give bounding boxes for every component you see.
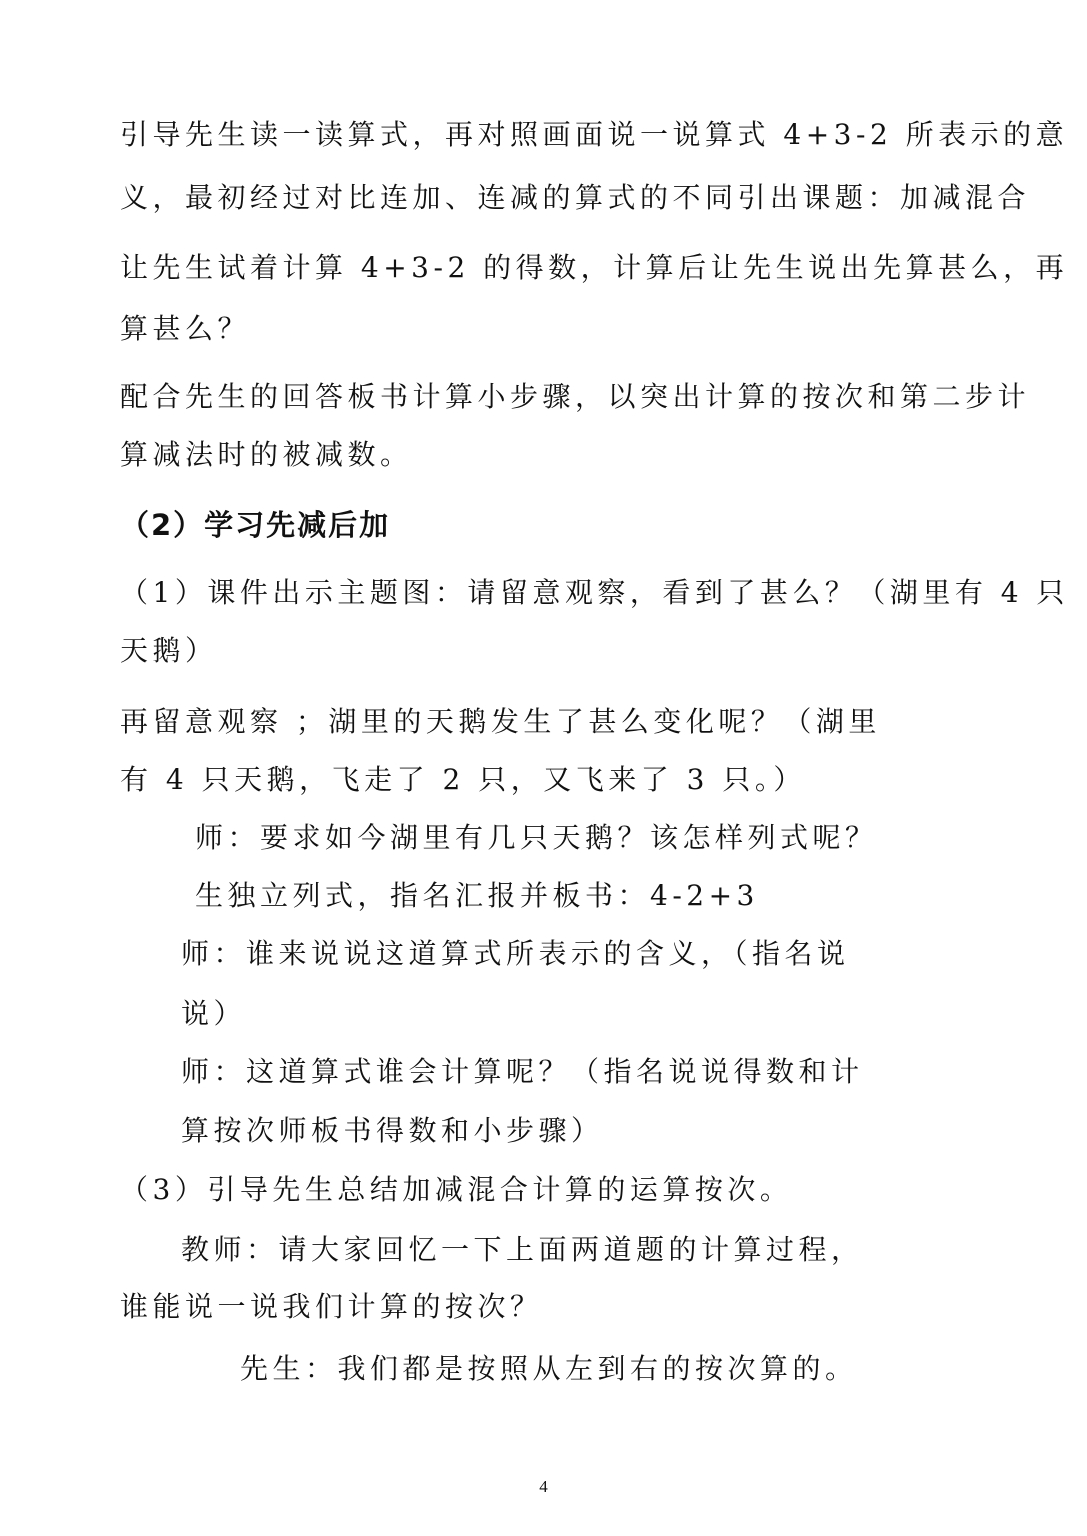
page-number: 4	[539, 1477, 548, 1496]
paragraph-line: （1）课件出示主题图：请留意观察，看到了甚么？（湖里有 4 只	[120, 576, 1069, 609]
paragraph-line: 引导先生读一读算式，再对照画面说一说算式 4+3-2 所表示的意	[120, 118, 1069, 151]
paragraph-line: 师：要求如今湖里有几只天鹅？该怎样列式呢？	[195, 821, 878, 854]
paragraph-line: 算甚么？	[120, 312, 251, 345]
paragraph-line: 再留意观察 ；湖里的天鹅发生了甚么变化呢？（湖里	[120, 705, 881, 738]
paragraph-line: 天鹅）	[120, 634, 218, 667]
paragraph-line: 谁能说一说我们计算的按次？	[120, 1290, 543, 1323]
paragraph-line: 先生：我们都是按照从左到右的按次算的。	[240, 1352, 858, 1385]
paragraph-line: 生独立列式，指名汇报并板书：4-2+3	[195, 879, 759, 912]
paragraph-line: 说）	[181, 997, 247, 1030]
paragraph-line: 配合先生的回答板书计算小步骤，以突出计算的按次和第二步计	[120, 380, 1031, 413]
paragraph-line: 教师：请大家回忆一下上面两道题的计算过程，	[181, 1233, 864, 1266]
section-heading: （2）学习先减后加	[120, 508, 391, 542]
paragraph-line: 师：谁来说说这道算式所表示的含义，（指名说	[181, 937, 850, 970]
paragraph-line: 义，最初经过对比连加、连减的算式的不同引出课题：加减混合	[120, 181, 1031, 214]
paragraph-line: 师：这道算式谁会计算呢？（指名说说得数和计	[181, 1055, 864, 1088]
paragraph-line: （3）引导先生总结加减混合计算的运算按次。	[120, 1173, 793, 1206]
paragraph-line: 算按次师板书得数和小步骤）	[181, 1114, 604, 1147]
paragraph-line: 让先生试着计算 4+3-2 的得数，计算后让先生说出先算甚么，再	[120, 251, 1069, 284]
paragraph-line: 算减法时的被减数。	[120, 438, 413, 471]
paragraph-line: 有 4 只天鹅，飞走了 2 只，又飞来了 3 只。）	[120, 763, 806, 796]
